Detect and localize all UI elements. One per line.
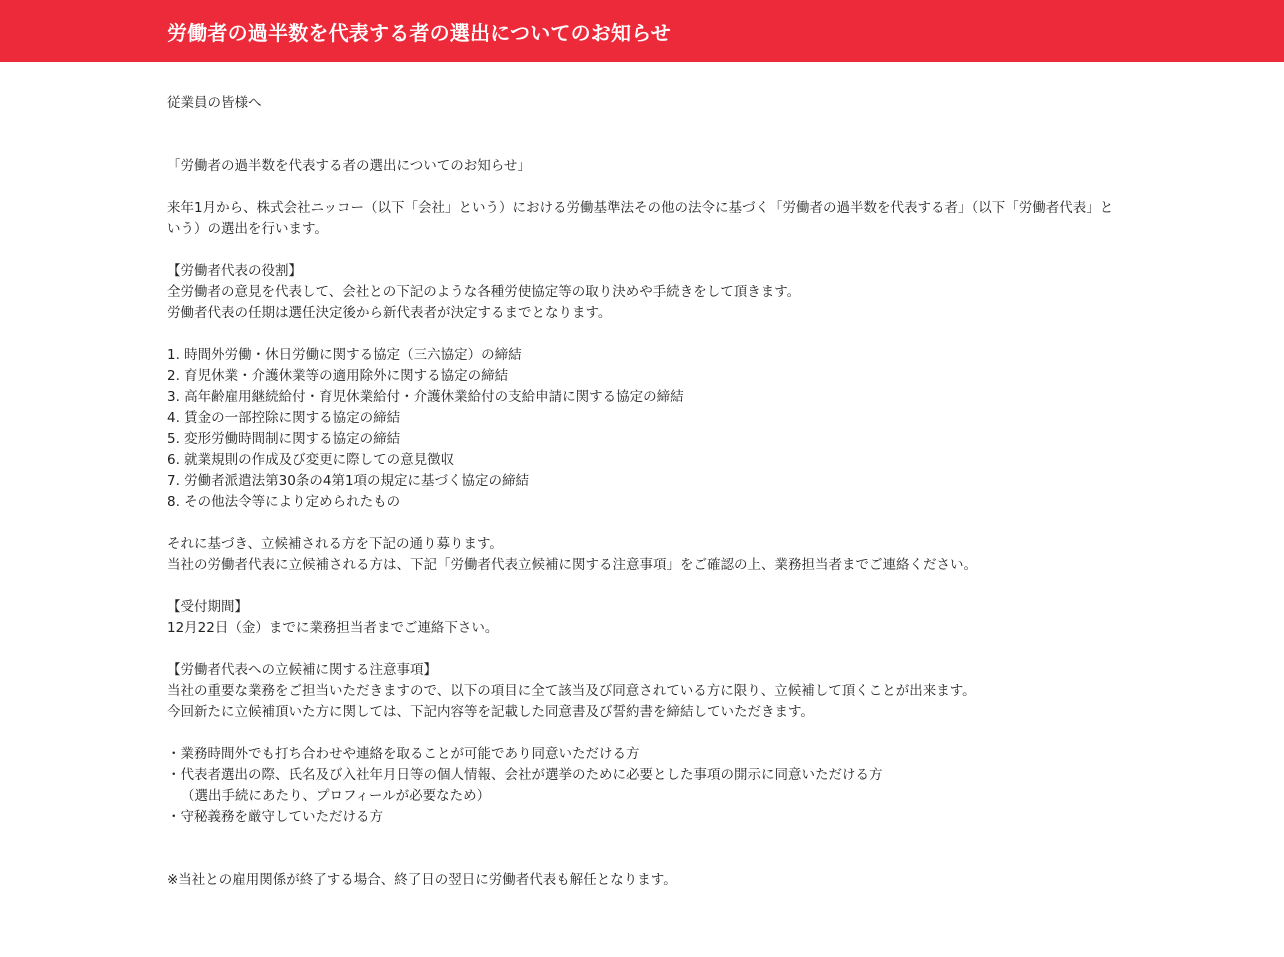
notice-body — [167, 62, 1127, 891]
list-item: 4. 賃金の一部控除に関する協定の締結 — [167, 410, 401, 426]
recruit-line: 当社の労働者代表に立候補される方は、下記「労働者代表立候補に関する注意事項」をご確認の上、業務担当者までご連絡ください。 — [167, 557, 977, 573]
page-title: 労働者の過半数を代表する者の選出についてのお知らせ — [167, 20, 671, 45]
list-item: 2. 育児休業・介護休業等の適用除外に関する協定の締結 — [167, 368, 509, 384]
condition-item: ・代表者選出の際、氏名及び入社年月日等の個人情報、会社が選挙のために必要とした事項の開示に同意いただける方 — [167, 767, 883, 783]
caution-line: 当社の重要な業務をご担当いただきますので、以下の項目に全て該当及び同意されている方に限り、立候補して頂くことが出来ます。 — [167, 683, 976, 699]
role-line: 全労働者の意見を代表して、会社との下記のような各種労使協定等の取り決めや手続きをして頂きます。 — [167, 284, 801, 300]
list-item: 5. 変形労働時間制に関する協定の締結 — [167, 431, 401, 447]
notice-subject: 「労働者の過半数を代表する者の選出についてのお知らせ」 — [167, 158, 531, 174]
list-item: 6. 就業規則の作成及び変更に際しての意見徴収 — [167, 452, 455, 468]
condition-note: （選出手続にあたり、プロフィールが必要なため） — [181, 788, 491, 804]
caution-heading: 【労働者代表への立候補に関する注意事項】 — [167, 662, 437, 678]
footnote: ※当社との雇用関係が終了する場合、終了日の翌日に労働者代表も解任となります。 — [167, 872, 677, 888]
list-item: 8. その他法令等により定められたもの — [167, 494, 401, 510]
intro-paragraph: 来年1月から、株式会社ニッコー（以下「会社」という）における労働基準法その他の法令に基づく「労働者の過半数を代表する者」（以下「労働者代表」という）の選出を行います。 — [167, 200, 1114, 237]
recruit-line: それに基づき、立候補される方を下記の通り募ります。 — [167, 536, 503, 552]
list-item: 3. 高年齢雇用継続給付・育児休業給付・介護休業給付の支給申請に関する協定の締結 — [167, 389, 684, 405]
list-item: 1. 時間外労働・休日労働に関する協定（三六協定）の締結 — [167, 347, 522, 363]
role-line: 労働者代表の任期は選任決定後から新代表者が決定するまでとなります。 — [167, 305, 612, 321]
period-heading: 【受付期間】 — [167, 599, 248, 615]
condition-item: ・業務時間外でも打ち合わせや連絡を取ることが可能であり同意いただける方 — [167, 746, 640, 762]
caution-line: 今回新たに立候補頂いた方に関しては、下記内容等を記載した同意書及び誓約書を締結していただきます。 — [167, 704, 814, 720]
condition-item: ・守秘義務を厳守していただける方 — [167, 809, 383, 825]
period-text: 12月22日（金）までに業務担当者までご連絡下さい。 — [167, 620, 499, 636]
agreement-list — [167, 345, 1127, 513]
page-header — [0, 0, 1284, 62]
conditions-list — [167, 744, 1127, 828]
greeting: 従業員の皆様へ — [167, 95, 262, 111]
list-item: 7. 労働者派遣法第30条の4第1項の規定に基づく協定の締結 — [167, 473, 530, 489]
role-heading: 【労働者代表の役割】 — [167, 263, 302, 279]
